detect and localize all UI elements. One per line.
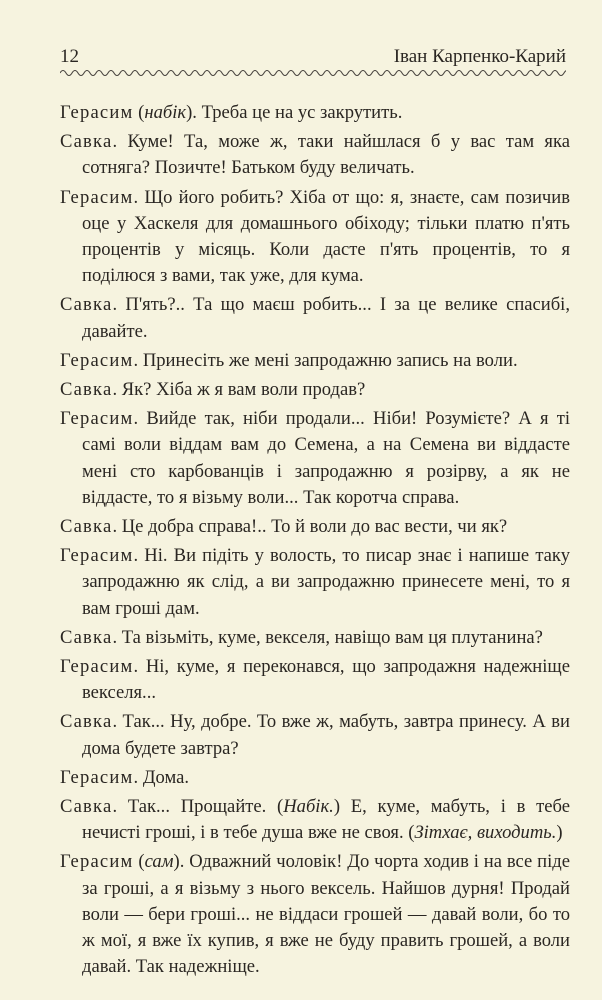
speaker-name: Герасим xyxy=(60,656,134,678)
dialogue-text: ( xyxy=(133,851,145,873)
dialogue-text: . Ні, куме, я переконався, що запродажня надежніще векселя... xyxy=(82,656,570,704)
dialogue-text: . Вийде так, ніби продали... Ніби! Розумієте? А я ті самі воли віддам вам до Семена, а на Семена ви віддасте мені сто карбованців і запродажню я розірву, а як не віддасте, то я візьму воли... Так коротча справа. xyxy=(82,408,570,508)
dialogue-paragraph xyxy=(60,292,570,344)
stage-direction: сам xyxy=(144,851,174,873)
dialogue-text: . Так... Ну, добре. То вже ж, мабуть, завтра принесу. А ви дома будете завтра? xyxy=(82,711,570,759)
dialogue-text: . Принесіть же мені запродажню запись на воли. xyxy=(133,349,518,371)
dialogue-paragraph xyxy=(60,185,570,290)
dialogue-text: . П'ять?.. Та що маєш робить... І за це велике спасибі, давайте. xyxy=(82,294,570,342)
dialogue-text: . Ні. Ви підіть у волость, то писар знає і напише таку запродажню як слід, а ви запродажню принесете мені, то я вам гроші дам. xyxy=(82,545,570,619)
speaker-name: Савка xyxy=(60,379,113,401)
speaker-name: Савка xyxy=(60,796,113,818)
speaker-name: Савка xyxy=(60,516,113,538)
dialogue-paragraph xyxy=(60,100,570,126)
dialogue-paragraph xyxy=(60,543,570,622)
stage-direction: Зітхає, виходить. xyxy=(414,822,557,844)
dialogue-paragraph xyxy=(60,654,570,706)
speaker-name: Герасим xyxy=(60,102,134,123)
dialogue-paragraph xyxy=(60,794,570,846)
speaker-name: Герасим xyxy=(60,408,134,430)
speaker-name: Герасим xyxy=(60,186,134,208)
running-title: Іван Карпенко-Карий xyxy=(393,46,566,67)
speaker-name: Герасим xyxy=(60,766,134,788)
speaker-name: Савка xyxy=(60,711,113,733)
dialogue-text: . Це добра справа!.. То й воли до вас вести, чи як? xyxy=(112,516,508,538)
dialogue-text: ( xyxy=(133,102,145,123)
dialogue-text: . Куме! Та, може ж, таки найшлася б у вас там яка сотняга? Позичте! Батьком буду величать. xyxy=(82,131,570,179)
dialogue-text: ). Одважний чоловік! До чорта ходив і на все піде за гроші, а я візьму з нього вексель. Найшов дурня! Продай воли — бери гроші... не віддаси грошей — давай воли, бо то ж мої, я вже їх купив, я вже не буду править грошей, а воли давай. Так надежніще. xyxy=(82,851,570,978)
stage-direction: набік xyxy=(144,102,187,123)
page-number: 12 xyxy=(60,46,79,67)
dialogue-text: . Як? Хіба ж я вам воли продав? xyxy=(112,379,366,401)
dialogue-text: . Так... Прощайте. ( xyxy=(112,796,284,818)
dialogue-paragraph xyxy=(60,849,570,980)
stage-direction: Набік. xyxy=(283,796,334,818)
text-body xyxy=(60,100,570,984)
speaker-name: Герасим xyxy=(60,349,134,371)
dialogue-paragraph xyxy=(60,765,570,791)
speaker-name: Савка xyxy=(60,131,113,153)
dialogue-text: . Та візьміть, куме, векселя, навіщо вам ця плутанина? xyxy=(112,626,543,648)
speaker-name: Герасим xyxy=(60,851,134,873)
dialogue-paragraph xyxy=(60,406,570,511)
speaker-name: Савка xyxy=(60,626,113,648)
wavy-divider xyxy=(60,66,566,80)
dialogue-paragraph xyxy=(60,625,570,651)
dialogue-paragraph xyxy=(60,377,570,403)
dialogue-text: ) xyxy=(556,822,563,844)
speaker-name: Герасим xyxy=(60,545,134,567)
dialogue-text: ). Треба це на ус закрутить. xyxy=(186,102,403,123)
dialogue-text: . Дома. xyxy=(133,766,189,788)
dialogue-paragraph xyxy=(60,514,570,540)
dialogue-text: . Що його робить? Хіба от що: я, знаєте, сам позичив оце у Хаскеля для домашнього обіходу; тільки платю п'ять процентів у місяць. Коли дасте п'ять процентів, то я поділюся з вами, так уже, для кума. xyxy=(82,186,570,287)
speaker-name: Савка xyxy=(60,294,113,316)
dialogue-text: ) Е, куме, мабуть, і в тебе нечисті гроші, і в тебе душа вже не своя. ( xyxy=(82,796,570,844)
dialogue-paragraph xyxy=(60,348,570,374)
dialogue-paragraph xyxy=(60,129,570,181)
dialogue-paragraph xyxy=(60,709,570,761)
